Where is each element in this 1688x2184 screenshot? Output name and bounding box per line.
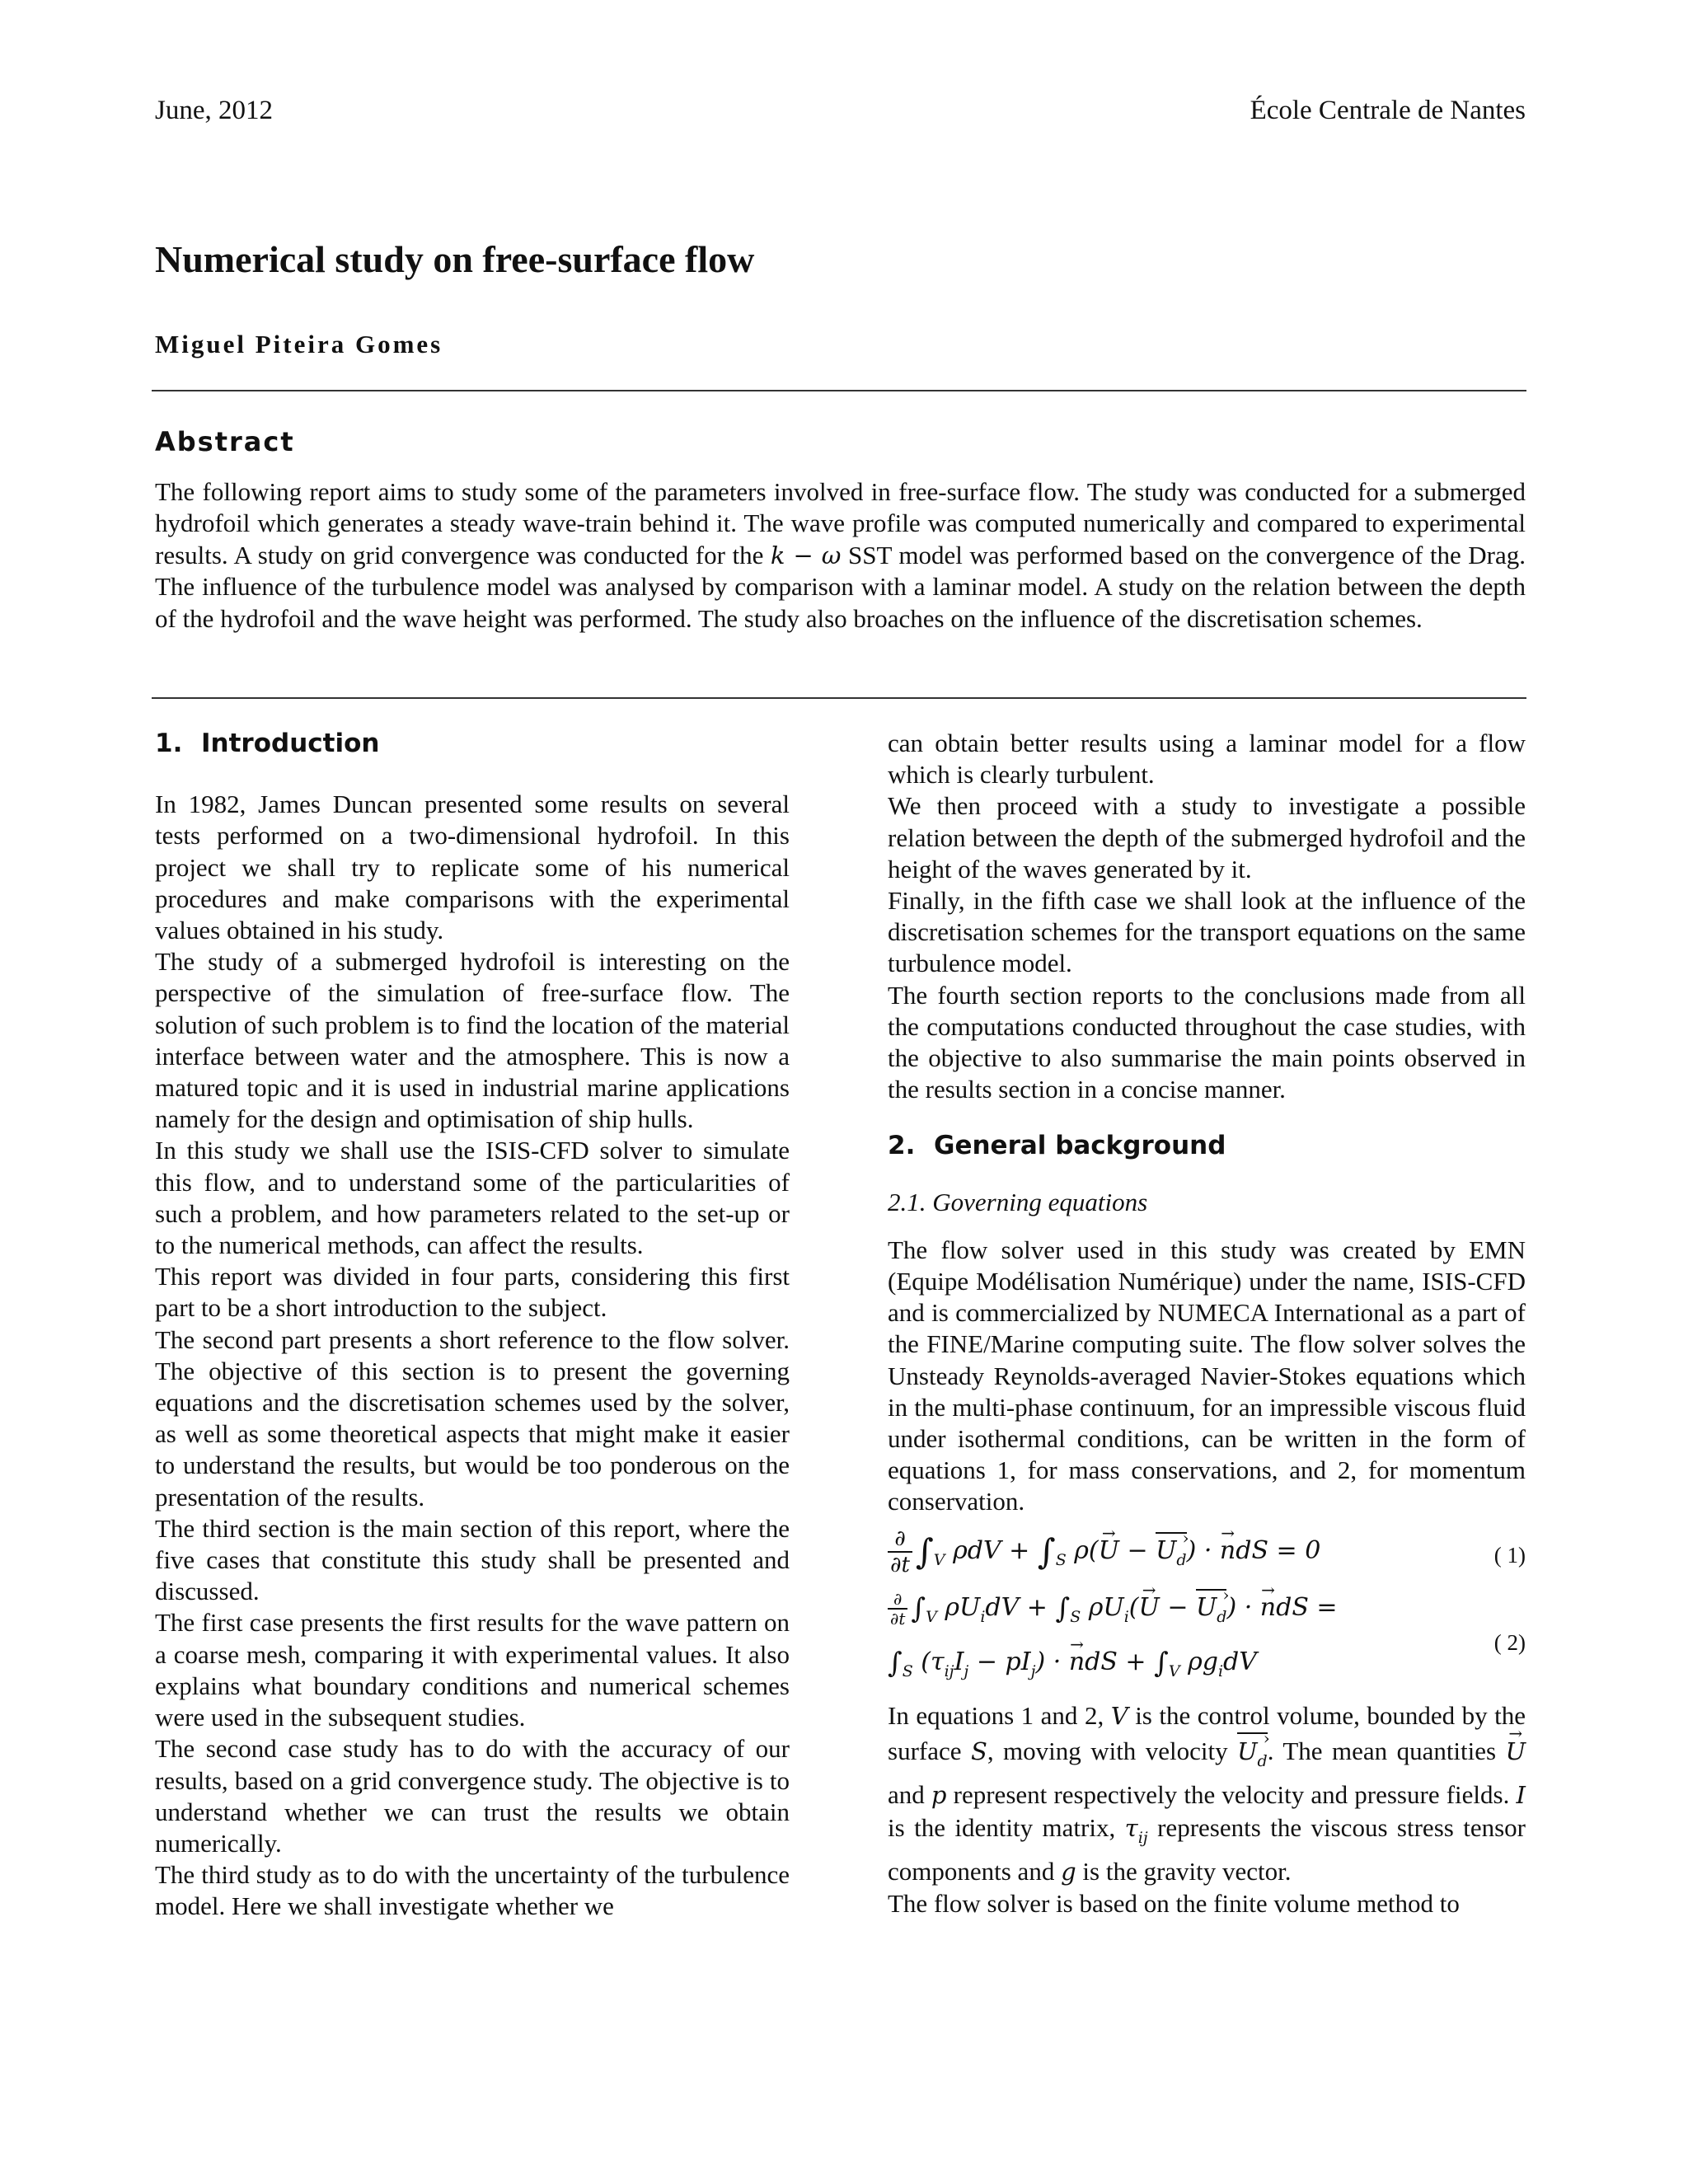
intro-paragraph: The study of a submerged hydrofoil is interesting on the perspective of the simulation of free-surface flow. The solution of such problem is to find the location of the material interface between water and the atmosphere. This is now a matured topic and it is used in industrial marine applications namely for the design and optimisation of ship hulls. — [155, 947, 790, 1134]
equation-1-number: ( 1) — [1493, 1542, 1526, 1568]
intro-paragraph: The third section is the main section of this report, where the five cases that constitute this study shall be presented and discussed. — [155, 1513, 790, 1606]
symbol-Ud — [1237, 1732, 1268, 1779]
intro-paragraph: The third study as to do with the uncertainty of the turbulence model. Here we shall investigate whether we — [155, 1860, 790, 1921]
symbol-V: V — [1110, 1701, 1128, 1730]
equation-1 — [888, 1521, 1526, 1587]
explanation-text: . The mean quantities — [1267, 1736, 1497, 1766]
subsection-heading: 2.1. Governing equations — [888, 1187, 1148, 1216]
equation-1-body: $\frac{\partial}{\partial t}$ $\int_V$ $\rho dV + \int_S$ ρ(U → − $U_d$ ›) · n →dS = 0 — [888, 1526, 1320, 1577]
symbol-S: S — [970, 1737, 987, 1766]
section1-number: 1. — [155, 729, 183, 758]
section1-heading — [155, 728, 790, 759]
symbol-tau — [1124, 1814, 1148, 1848]
equation-2-line2: $\int_S$ $(\tau_{ij}I_j - pI_j) \cdot n \to dS + \int_V$ $\rho g_idV$ — [888, 1647, 1257, 1687]
section2-number: 2. — [888, 1131, 916, 1161]
explanation-text: represent respectively the velocity and pressure fields. — [953, 1779, 1510, 1809]
equation-2 — [888, 1587, 1526, 1693]
explanation-text: , moving with velocity — [987, 1736, 1228, 1766]
explanation-text: is the control volume, bounded by the surface — [888, 1700, 1526, 1766]
symbol-g: g — [1061, 1857, 1076, 1886]
intro-paragraph: The second case study has to do with the accuracy of our results, based on a grid convergence study. The objective is to understand whether we can trust the results we obtain numerically. — [155, 1734, 790, 1858]
intro-paragraph: This report was divided in four parts, considering this first part to be a short introduction to the subject. — [155, 1262, 790, 1323]
intro-continued-paragraph: can obtain better results using a laminar model for a flow which is clearly turbulent. — [888, 729, 1526, 790]
header-date: June, 2012 — [155, 96, 273, 125]
paper-title: Numerical study on free-surface flow — [155, 238, 755, 280]
intro-paragraph: The second part presents a short reference to the flow solver. The objective of this section is to present the governing equations and the discretisation schemes used by the solver, as well as some theoretical aspects that might make it easier to understand the results, but would be too ponderous on the presentation of the results. — [155, 1324, 790, 1511]
equation-2-line1: $\frac{\partial}{\partial t}$ $\int_V$ $\rho U_idV + \int_S$ $\rho U_i(U$ → − $U_d$ ›) · n →dS = — [888, 1589, 1338, 1633]
abstract-bottom-rule — [152, 697, 1526, 699]
intro-paragraph: In 1982, James Duncan presented some results on several tests performed on a two-dimensional hydrofoil. In this project we shall try to replicate some of his numerical procedures and make comparisons with the experimental values obtained in his study. — [155, 790, 790, 945]
explanation-text: and — [888, 1779, 925, 1809]
abstract-text — [155, 476, 1526, 635]
intro-continued-paragraph: Finally, in the fifth case we shall look at the influence of the discretisation schemes for the transport equations on the same turbulence model. — [888, 886, 1526, 978]
intro-paragraph: The first case presents the first results for the wave pattern on a coarse mesh, comparing it with experimental values. It also explains what boundary conditions and numerical schemes were used in the subsequent studies. — [155, 1608, 790, 1732]
top-rule — [152, 390, 1526, 391]
symbol-Ud-sub: d — [1257, 1752, 1268, 1771]
intro-paragraph: In this study we shall use the ISIS-CFD solver to simulate this flow, and to understand some of the particularities of such a problem, and how parameters related to the set-up or to the numerical methods, can affect the results. — [155, 1136, 790, 1260]
symbol-I: I — [1516, 1780, 1526, 1809]
abstract-heading: Abstract — [155, 426, 295, 457]
intro-continued-paragraph: We then proceed with a study to investigate a possible relation between the depth of the submerged hydrofoil and the height of the waves generated by it. — [888, 791, 1526, 883]
header-institution: École Centrale de Nantes — [1250, 96, 1526, 125]
explanation-text: In equations 1 and 2, — [888, 1700, 1104, 1730]
explanation-text: is the gravity vector. — [1082, 1856, 1292, 1886]
last-line: The flow solver is based on the finite volume method to — [888, 1889, 1460, 1919]
equation-explanation — [888, 1699, 1526, 1889]
section2-title: General background — [934, 1131, 1226, 1161]
symbol-tau-sub: ij — [1137, 1829, 1148, 1848]
right-column — [888, 728, 1526, 1919]
explanation-text: is the identity matrix, — [888, 1813, 1116, 1843]
intro-continued-paragraph: The fourth section reports to the conclusions made from all the computations conducted throughout the case studies, with the objective to also summarise the main points observed in the results section in a concise manner. — [888, 980, 1526, 1104]
k-omega-symbol: k − ω — [770, 541, 842, 569]
left-column — [155, 728, 790, 1923]
paper-author: Miguel Piteira Gomes — [155, 330, 443, 359]
equation-2-number: ( 2) — [1493, 1629, 1526, 1655]
abstract-text-part1: The following report aims to study some of the parameters involved in free-surface flow. The study was conducted for a submerged hydrofoil which generates a steady wave-train behind it. The wave profile was computed numerically and compared to experimental results. A study on grid convergence was conducted for the — [155, 477, 1526, 569]
governing-paragraph: The flow solver used in this study was created by EMN (Equipe Modélisation Numérique) under the name, ISIS-CFD and is commercialized by NUMECA International as a part of the FINE/Marine computing suite. The flow solver solves the Unsteady Reynolds-averaged Navier-Stokes equations which in the multi-phase continuum, for an impressible viscous fluid under isothermal conditions, can be written in the form of equations 1, for mass conservations, and 2, for momentum conservation. — [888, 1235, 1526, 1516]
symbol-Ud-base: U — [1237, 1737, 1258, 1766]
symbol-p: p — [931, 1780, 947, 1809]
section2-heading — [888, 1130, 1526, 1161]
section1-title: Introduction — [201, 729, 380, 758]
explanation-text: represents the viscous stress tensor components and — [888, 1813, 1526, 1886]
symbol-U: U → — [1506, 1736, 1526, 1769]
abstract-text-part2: SST model was performed based on the convergence of the Drag. The influence of the turbulence model was analysed by comparison with a laminar model. A study on the relation between the depth of the hydrofoil and the wave height was performed. The study also broaches on the influence of the discretisation schemes. — [155, 540, 1526, 633]
symbol-tau-base: τ — [1124, 1814, 1138, 1843]
